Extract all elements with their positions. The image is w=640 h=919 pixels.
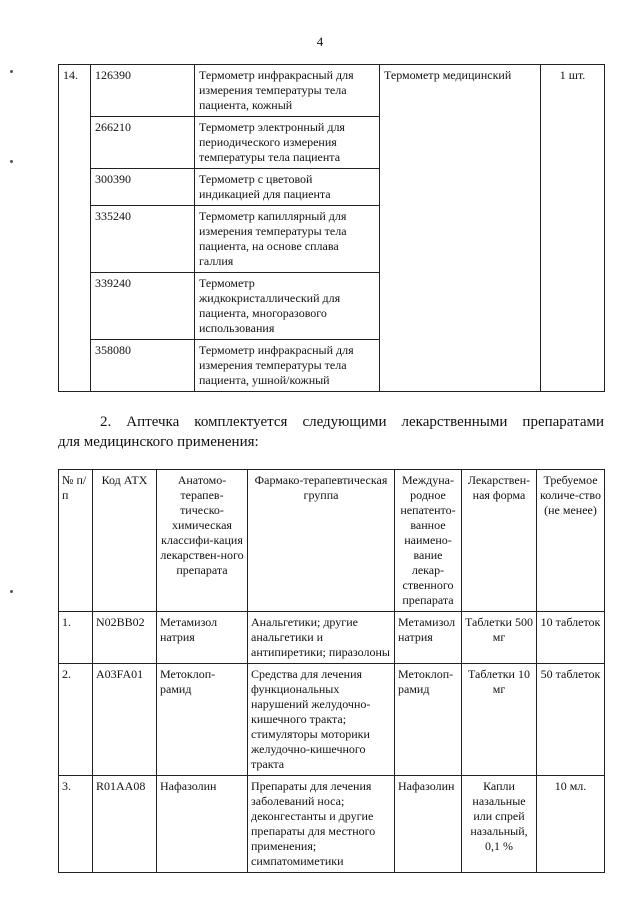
item-code: 339240 [91,273,195,340]
table-header-row [59,470,605,612]
item-quantity: 1 шт. [541,65,605,392]
item-code: 335240 [91,206,195,273]
header-required-qty: Требуемое количе-ство (не менее) [537,470,605,612]
cell-anatomical: Метамизол натрия [157,612,248,664]
cell-form: Таблетки 10 мг [462,664,537,776]
header-pharm-group: Фармако-терапевтическая группа [248,470,395,612]
item-group: Термометр медицинский [380,65,541,392]
cell-atc: A03FA01 [93,664,157,776]
item-code: 300390 [91,169,195,206]
cell-inn: Метамизол натрия [395,612,462,664]
cell-pharm-group: Препараты для лечения заболеваний носа; деконгестанты и другие препараты для местного применения; симпатомиметики [248,776,395,873]
scan-mark [10,160,13,163]
cell-inn: Нафазолин [395,776,462,873]
item-code: 358080 [91,340,195,392]
cell-pharm-group: Средства для лечения функциональных нарушений желудочно-кишечного тракта; стимуляторы моторики желудочно-кишечного тракта [248,664,395,776]
cell-qty: 10 таблеток [537,612,605,664]
table-row [59,664,605,776]
cell-qty: 50 таблеток [537,664,605,776]
scan-mark [10,590,13,593]
cell-atc: N02BB02 [93,612,157,664]
item-name: Термометр капиллярный для измерения температуры тела пациента, на основе сплава галлия [195,206,380,273]
table-row [59,65,605,117]
item-code: 126390 [91,65,195,117]
cell-form: Таблетки 500 мг [462,612,537,664]
item-name: Термометр электронный для периодического измерения температуры тела пациента [195,117,380,169]
item-code: 266210 [91,117,195,169]
section-paragraph-line2: для медицинского применения: [58,434,259,450]
page-number: 4 [316,34,324,49]
cell-num: 3. [59,776,93,873]
cell-form: Капли назальные или спрей назальный, 0,1 % [462,776,537,873]
header-form: Лекарствен-ная форма [462,470,537,612]
item-name: Термометр с цветовой индикацией для пациента [195,169,380,206]
header-atc: Код АТХ [93,470,157,612]
cell-atc: R01AA08 [93,776,157,873]
header-num: № п/п [59,470,93,612]
row-number: 14. [59,65,91,392]
table-row [59,776,605,873]
section-paragraph-line1: 2. Аптечка комплектуется следующими лекарственными препаратами [100,414,604,430]
table-row [59,612,605,664]
item-name: Термометр инфракрасный для измерения температуры тела пациента, кожный [195,65,380,117]
medication-table [58,469,605,873]
cell-pharm-group: Анальгетики; другие анальгетики и антипиретики; пиразолоны [248,612,395,664]
cell-anatomical: Метоклоп-рамид [157,664,248,776]
header-anatomical: Анатомо-терапев-тическо-химическая классифи-кация лекарствен-ного препарата [157,470,248,612]
cell-anatomical: Нафазолин [157,776,248,873]
cell-num: 2. [59,664,93,776]
header-inn: Междуна-родное непатенто-ванное наимено-вание лекар-ственного препарата [395,470,462,612]
item-name: Термометр инфракрасный для измерения температуры тела пациента, ушной/кожный [195,340,380,392]
cell-num: 1. [59,612,93,664]
cell-inn: Метоклоп-рамид [395,664,462,776]
scan-mark [10,70,13,73]
thermometer-table [58,64,605,392]
item-name: Термометр жидкокристаллический для пациента, многоразового использования [195,273,380,340]
cell-qty: 10 мл. [537,776,605,873]
